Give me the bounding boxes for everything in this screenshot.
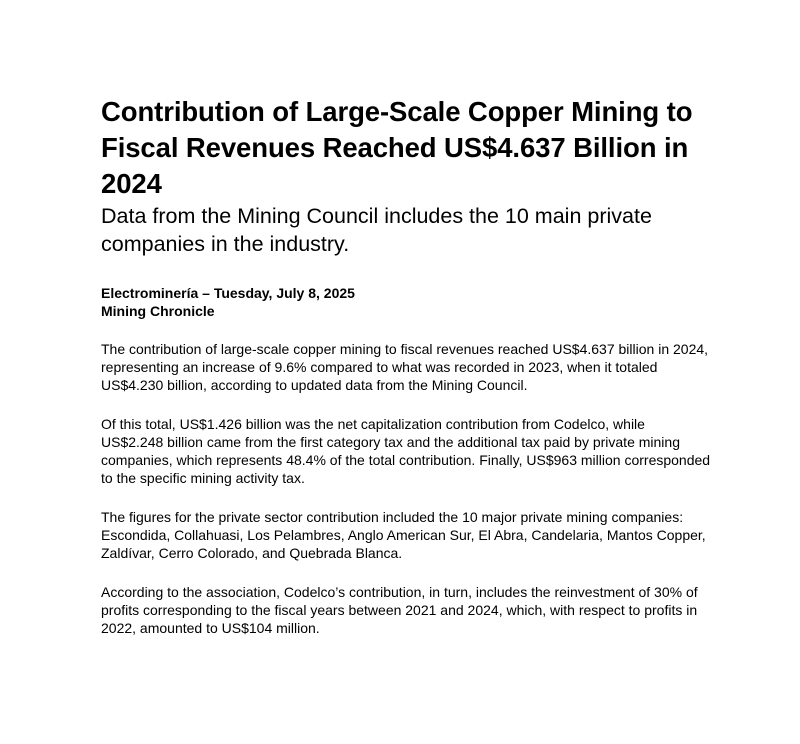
article xyxy=(101,94,711,658)
article-headline: Contribution of Large-Scale Copper Mining to Fiscal Revenues Reached US$4.637 Billion in 2024 xyxy=(101,96,693,199)
paragraph: The contribution of large-scale copper mining to fiscal revenues reached US$4.637 billion in 2024, representing an increase of 9.6% compared to what was recorded in 2023, when it totaled US$4.230 billion, according to updated data from the Mining Council. xyxy=(101,341,709,393)
byline-section: Mining Chronicle xyxy=(101,303,215,319)
paragraph: The figures for the private sector contribution included the 10 major private mining companies: Escondida, Collahuasi, Los Pelambres, Anglo American Sur, El Abra, Candelaria, Mantos Copper, Zaldívar, Cerro Colorado, and Quebrada Blanca. xyxy=(101,509,706,561)
paragraph: According to the association, Codelco’s contribution, in turn, includes the reinvestment of 30% of profits corresponding to the fiscal years between 2021 and 2024, which, with respect to profits in 2022, amounted to US$104 million. xyxy=(101,584,698,636)
article-subheadline: Data from the Mining Council includes the 10 main private companies in the industry. xyxy=(101,204,652,256)
byline-source-date: Electrominería – Tuesday, July 8, 2025 xyxy=(101,285,355,301)
article-body xyxy=(101,340,711,637)
paragraph: Of this total, US$1.426 billion was the net capitalization contribution from Codelco, while US$2.248 billion came from the first category tax and the additional tax paid by private mining companies, which represents 48.4% of the total contribution. Finally, US$963 million corresponded to the specific mining activity tax. xyxy=(101,416,711,486)
byline xyxy=(101,284,711,320)
